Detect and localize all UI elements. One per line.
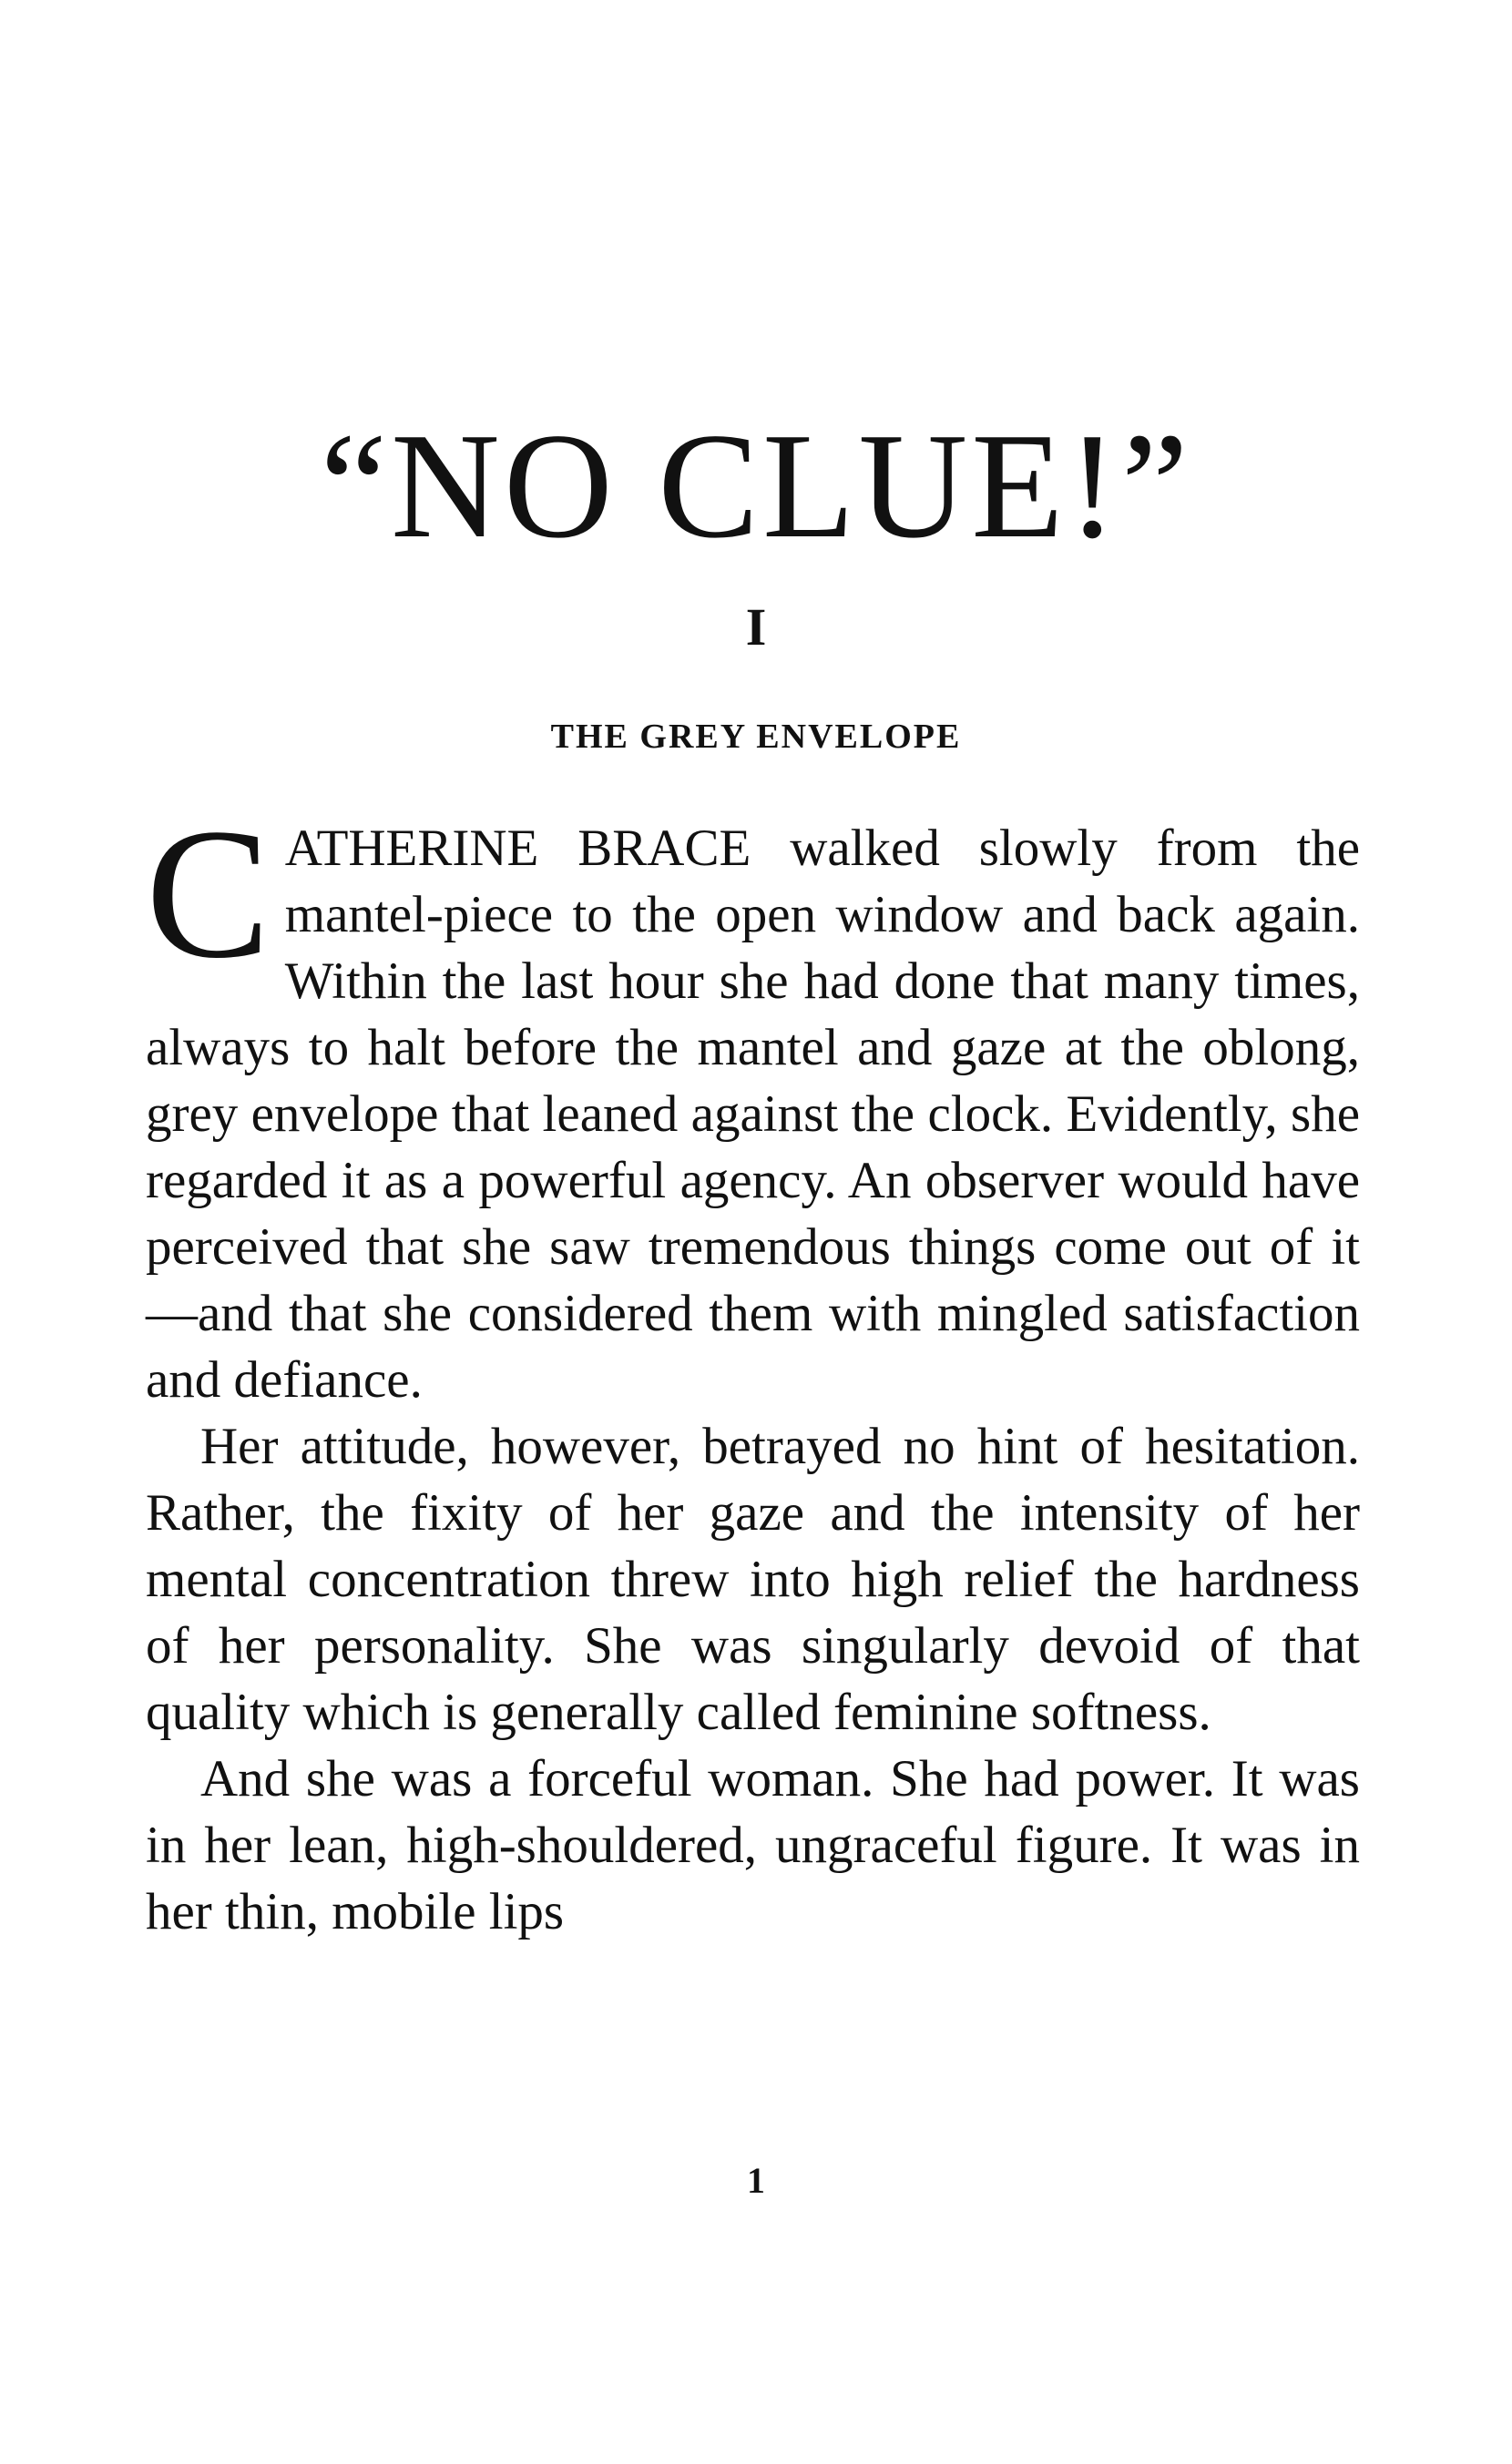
drop-cap: C [146,790,271,997]
paragraph-3: And she was a forceful woman. She had power. It was in her lean, high-shouldered, ungraceful figure. It was in her thin, mobile lips [146,1750,1360,1940]
paragraph-1-text: ATHERINE BRACE walked slowly from the mantel-piece to the open window and back again. Within the last hour she had done that many times, always to halt before the mantel and gaze at the oblong, grey envelope that leaned against the clock. Evidently, she regarded it as a powerful agency. An observer would have perceived that she saw tremendous things come out of it—and that she considered them with mingled satisfaction and defiance. [146,820,1360,1409]
body-text [146,790,1360,1945]
chapter-number: I [745,597,767,657]
page-number: 1 [747,2160,765,2201]
paragraph-2: Her attitude, however, betrayed no hint of hesitation. Rather, the fixity of her gaze and the intensity of her mental concentration threw into high relief the hardness of her personality. She was singularly devoid of that quality which is generally called feminine softness. [146,1418,1360,1741]
chapter-title: THE GREY ENVELOPE [550,718,962,756]
paragraph-1 [146,790,1360,1413]
book-title: “NO CLUE!” [320,402,1192,569]
